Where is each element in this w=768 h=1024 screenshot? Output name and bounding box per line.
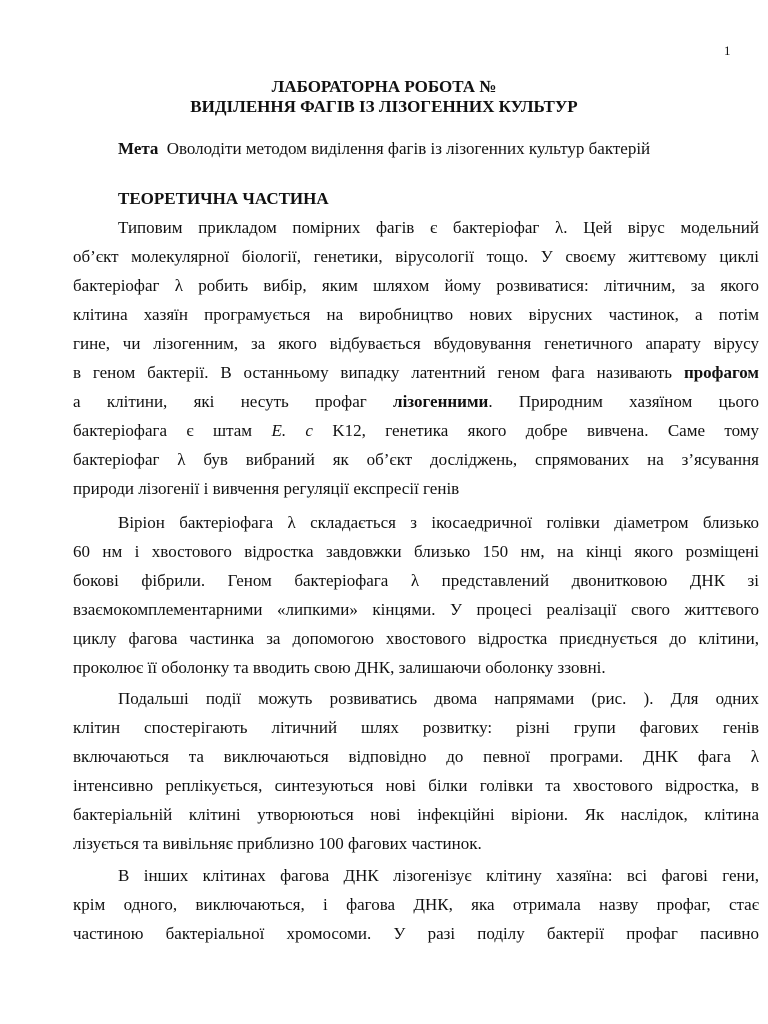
text-line: частиною бактеріальної хромосоми. У разі поділу бактерії профаг пасивно xyxy=(73,924,759,943)
text-line: бокові фібрили. Геном бактеріофага λ представлений двонитковою ДНК зі xyxy=(73,571,759,590)
text-line: лізується та вивільняє приблизно 100 фагових частинок. xyxy=(73,834,482,853)
text-line: бактеріальній клітині утворюються нові інфекційні віріони. Як наслідок, клітина xyxy=(73,805,759,824)
text-segment: в геном бактерії. В останньому випадку латентний геном фага називають xyxy=(73,363,673,382)
text-segment: а клітини, які несуть профаг xyxy=(73,392,367,411)
text-line: клітин спостерігають літичний шлях розвитку: різні групи фагових генів xyxy=(73,718,759,737)
text-line: бактеріофаг λ був вибраний як об’єкт досліджень, спрямованих на з’ясування xyxy=(73,450,759,469)
goal-label: Мета xyxy=(118,139,159,158)
text-line: інтенсивно реплікується, синтезуються нові білки голівки та хвостового відростка, в xyxy=(73,776,759,795)
page-number: 1 xyxy=(724,43,731,58)
text-line: крім одного, виключаються, і фагова ДНК, яка отримала назву профаг, стає xyxy=(73,895,759,914)
text-line: циклу фагова частинка за допомогою хвостового відростка приєднується до клітини, xyxy=(73,629,759,648)
text-line: проколює її оболонку та вводить свою ДНК, залишаючи оболонку ззовні. xyxy=(73,658,606,677)
text-segment: бактеріофага є штам xyxy=(73,421,253,440)
text-line: 60 нм і хвостового відростка завдовжки близько 150 нм, на кінці якого розміщені xyxy=(73,542,759,561)
text-segment: . Природним хазяїном цього xyxy=(488,392,759,411)
term-prophage: профагом xyxy=(683,363,759,382)
section-heading-theory: ТЕОРЕТИЧНА ЧАСТИНА xyxy=(118,189,329,208)
text-line: об’єкт молекулярної біології, генетики, вірусології тощо. У своєму життєвому циклі xyxy=(73,247,759,266)
text-line: Типовим прикладом помірних фагів є бактеріофаг λ. Цей вірус модельний xyxy=(118,218,759,237)
text-line: взаємокомплементарними «липкими» кінцями. У процесі реалізації свого життєвого xyxy=(73,600,759,619)
text-line: клітина хазяїн програмується на виробництво нових вірусних частинок, а потім xyxy=(73,305,759,324)
species-name: E. c xyxy=(271,421,313,440)
text-line: Подальші події можуть розвиватись двома напрямами (рис. ). Для одних xyxy=(118,689,759,708)
document-title-line-2: ВИДІЛЕННЯ ФАГІВ ІЗ ЛІЗОГЕННИХ КУЛЬТУР xyxy=(190,97,578,116)
text-line: В інших клітинах фагова ДНК лізогенізує клітину хазяїна: всі фагові гени, xyxy=(118,866,759,885)
text-line xyxy=(73,419,759,443)
term-lysogenic: лізогенними xyxy=(393,392,489,411)
goal-statement xyxy=(118,138,650,160)
text-segment: K12, генетика якого добре вивчена. Саме тому xyxy=(332,421,759,440)
text-line: Віріон бактеріофага λ складається з ікосаедричної голівки діаметром близько xyxy=(118,513,759,532)
text-line: включаються та виключаються відповідно до певної програми. ДНК фага λ xyxy=(73,747,759,766)
text-line: гине, чи лізогенним, за якого відбувається вбудовування генетичного апарату вірусу xyxy=(73,334,759,353)
document-title-line-1: ЛАБОРАТОРНА РОБОТА № xyxy=(271,77,497,96)
text-line: природи лізогенії і вивчення регуляції експресії генів xyxy=(73,479,460,498)
text-line xyxy=(73,361,759,385)
text-line xyxy=(73,390,759,414)
goal-text: Оволодіти методом виділення фагів із лізогенних культур бактерій xyxy=(166,139,651,158)
text-line: бактеріофаг λ робить вибір, яким шляхом йому розвиватися: літичним, за якого xyxy=(73,276,759,295)
